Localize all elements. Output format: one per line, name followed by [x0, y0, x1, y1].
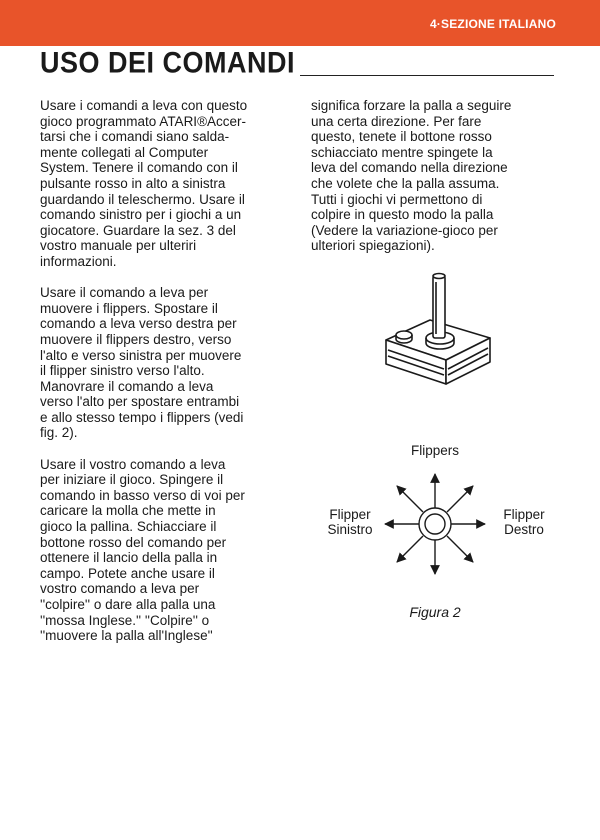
text-line: comando a leva verso destra per	[40, 316, 237, 332]
text-line: comando in basso verso di voi per	[40, 487, 245, 503]
page-title: USO DEI COMANDI	[40, 46, 296, 79]
text-line: verso l'alto per spostare entrambi	[40, 394, 240, 410]
text-line: una certa direzione. Per fare	[311, 113, 482, 129]
text-line: System. Tenere il comando con il	[40, 160, 238, 176]
title-rule	[300, 75, 554, 76]
text-line: ulteriori spiegazioni).	[311, 238, 435, 254]
text-line: per iniziare il gioco. Spingere il	[40, 472, 224, 488]
text-line: Manovrare il comando a leva	[40, 378, 214, 394]
section-label: 4·SEZIONE ITALIANO	[429, 17, 556, 31]
paragraph-flippers	[40, 285, 284, 441]
paragraph-english-spin	[311, 98, 555, 254]
text-line: Usare i comandi a leva con questo	[40, 98, 248, 113]
paragraph-intro	[40, 98, 284, 270]
text-line: comando sinistro per i giochi a un	[40, 207, 242, 223]
text-line: campo. Potete anche usare il	[40, 565, 215, 581]
figure-label-line: Sinistro	[327, 522, 373, 537]
text-line: che volete che la palla assuma.	[311, 175, 500, 191]
right-column	[311, 98, 555, 270]
text-line: Usare il comando a leva per	[40, 285, 209, 301]
text-line: ''mossa Inglese.'' ''Colpire'' o	[40, 612, 210, 628]
text-line: informazioni.	[40, 253, 117, 269]
text-line: vostro manuale per ulteriri	[40, 238, 197, 254]
text-line: e allo stesso tempo i flippers (vedi	[40, 409, 244, 425]
text-line: mente collegati al Computer	[40, 144, 209, 160]
text-line: vostro comando a leva per	[40, 581, 200, 597]
text-line: fig. 2).	[40, 425, 78, 441]
figure-label-line: Flipper	[503, 507, 545, 522]
text-line: l'alto e verso sinistra per muovere	[40, 347, 242, 363]
figure-label-flippers: Flippers	[410, 443, 459, 458]
text-line: il flipper sinistro verso l'alto.	[40, 363, 205, 379]
text-line: (Vedere la variazione-gioco per	[311, 222, 498, 238]
figure-caption: Figura 2	[409, 604, 461, 620]
text-line: bottone rosso del comando per	[40, 534, 227, 550]
text-line: caricare la molla che mette in	[40, 503, 216, 519]
text-line: muovere i flippers. Spostare il	[40, 300, 218, 316]
text-line: giocatore. Guardare la sez. 3 del	[40, 222, 236, 238]
figure-label-line: Flipper	[329, 507, 371, 522]
text-line: tarsi che i comandi siano salda-	[40, 129, 230, 145]
text-line: guardando il teleschermo. Usare il	[40, 191, 245, 207]
text-line: significa forzare la palla a seguire	[311, 98, 512, 113]
figure-label-flipper-right	[484, 507, 564, 537]
text-line: colpire in questo modo la palla	[311, 207, 494, 223]
text-line: Usare il vostro comando a leva	[40, 456, 226, 472]
text-line: questo, tenete il bottone rosso	[311, 129, 492, 145]
text-line: ottenere il lancio della palla in	[40, 550, 218, 566]
left-column	[40, 98, 284, 659]
joystick-illustration-icon	[378, 268, 498, 398]
text-line: ''colpire'' o dare alla palla una	[40, 597, 216, 612]
figure-label-line: Destro	[504, 522, 544, 537]
text-line: ''muovere la palla all'Inglese''	[40, 628, 213, 644]
text-line: muovere il flippers destro, verso	[40, 331, 232, 347]
direction-arrows-diagram-icon	[375, 468, 495, 580]
text-line: leva del comando nella direzione	[311, 160, 508, 176]
text-line: gioco la pallina. Schiacciare il	[40, 519, 217, 535]
text-line: schiacciato mentre spingete la	[311, 144, 493, 160]
text-line: pulsante rosso in alto a sinistra	[40, 175, 226, 191]
text-line: Tutti i giochi vi permettono di	[311, 191, 483, 207]
paragraph-start-game	[40, 457, 284, 644]
text-line: gioco programmato ATARI®Accer-	[40, 113, 247, 129]
